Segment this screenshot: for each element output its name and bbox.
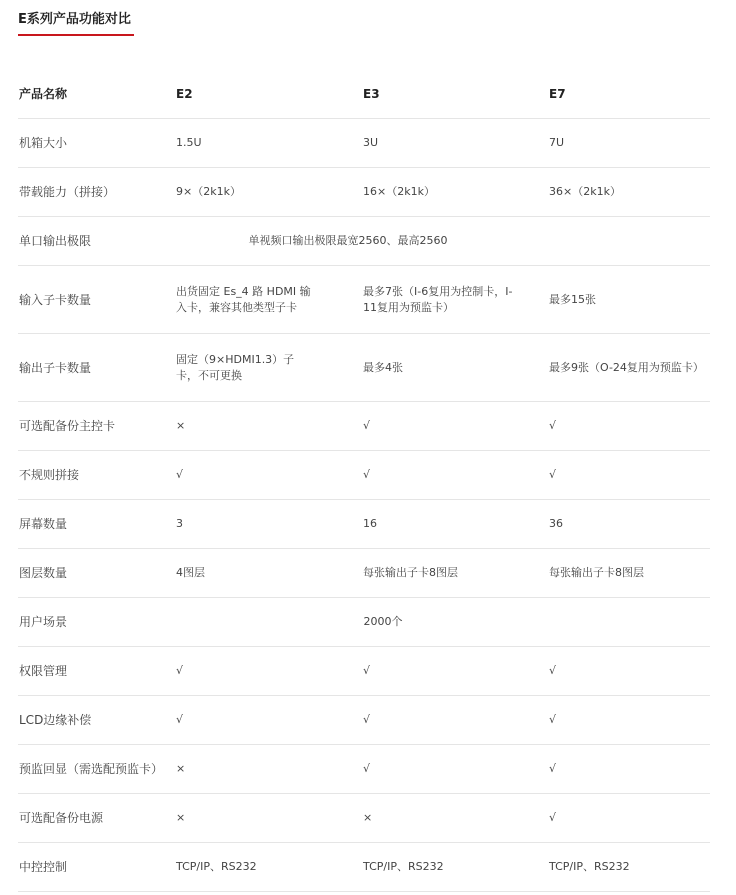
page-header	[18, 0, 134, 36]
header-cell-e3: E3	[363, 87, 380, 101]
cell-e2: ×	[176, 419, 186, 432]
row-label: 输出子卡数量	[19, 360, 92, 375]
header-cell-product-name: 产品名称	[19, 87, 68, 101]
cell-e2: 出货固定 Es_4 路 HDMI 输入卡，兼容其他类型子卡	[176, 284, 311, 314]
cell-e2: 1.5U	[176, 136, 202, 149]
cell-e2: 4图层	[176, 566, 205, 579]
cell-e7: 36	[549, 517, 563, 530]
cell-e3: √	[363, 664, 371, 677]
table-row	[18, 549, 710, 598]
table-row	[18, 402, 710, 451]
row-label: 单口输出极限	[19, 234, 92, 248]
cell-e7: 最多9张（O-24复用为预监卡）	[549, 360, 704, 374]
row-label: 权限管理	[19, 664, 68, 678]
table-row	[18, 334, 710, 402]
cell-e3: TCP/IP、RS232	[363, 860, 444, 873]
cell-e2: √	[176, 468, 184, 481]
cell-e7: √	[549, 664, 557, 677]
table-row	[18, 217, 710, 266]
row-label: 中控控制	[19, 860, 68, 874]
table-row	[18, 168, 710, 217]
row-label: 预监回显（需选配预监卡）	[19, 762, 164, 776]
cell-e7: √	[549, 811, 557, 824]
cell-e7: 36×（2k1k）	[549, 185, 621, 198]
row-label: 可选配备份主控卡	[19, 419, 116, 433]
row-label: 输入子卡数量	[19, 292, 92, 307]
row-label: 不规则拼接	[19, 468, 80, 482]
row-label: LCD边缘补偿	[19, 713, 92, 727]
cell-e7: 7U	[549, 136, 565, 149]
header-cell-e2: E2	[176, 87, 193, 101]
table-row	[18, 696, 710, 745]
table-row	[18, 451, 710, 500]
table-row	[18, 119, 710, 168]
cell-e7: √	[549, 468, 557, 481]
page-title: E系列产品功能对比	[18, 12, 131, 27]
cell-e2: 固定（9×HDMI1.3）子卡，不可更换	[176, 352, 295, 382]
cell-e3: ×	[363, 811, 373, 824]
cell-e3: 最多7张（I-6复用为控制卡，I-11复用为预监卡）	[363, 284, 513, 314]
cell-e3: 最多4张	[363, 360, 403, 374]
cell-e3: √	[363, 762, 371, 775]
header-cell-e7: E7	[549, 87, 566, 101]
cell-spanning: 2000个	[363, 615, 403, 628]
cell-e3: 每张输出子卡8图层	[363, 566, 458, 579]
cell-e3: 3U	[363, 136, 379, 149]
cell-e3: 16	[363, 517, 377, 530]
cell-e3: 16×（2k1k）	[363, 185, 435, 198]
row-label: 屏幕数量	[19, 517, 68, 531]
cell-spanning: 单视频口输出极限最宽2560、最高2560	[248, 234, 448, 247]
cell-e2: TCP/IP、RS232	[176, 860, 257, 873]
table-row	[18, 745, 710, 794]
table-row	[18, 598, 710, 647]
cell-e2: ×	[176, 811, 186, 824]
row-label: 图层数量	[19, 566, 68, 580]
table-row	[18, 843, 710, 892]
cell-e7: √	[549, 419, 557, 432]
table-row	[18, 794, 710, 843]
cell-e7: TCP/IP、RS232	[549, 860, 630, 873]
table-header-row	[18, 70, 710, 119]
table-row	[18, 500, 710, 549]
cell-e2: √	[176, 664, 184, 677]
cell-e3: √	[363, 468, 371, 481]
cell-e7: 每张输出子卡8图层	[549, 566, 644, 579]
cell-e2: ×	[176, 762, 186, 775]
cell-e7: √	[549, 762, 557, 775]
row-label: 用户场景	[19, 615, 68, 629]
row-label: 可选配备份电源	[19, 811, 104, 825]
table-row	[18, 647, 710, 696]
cell-e2: √	[176, 713, 184, 726]
cell-e2: 3	[176, 517, 183, 530]
comparison-table	[18, 70, 710, 892]
cell-e3: √	[363, 713, 371, 726]
cell-e3: √	[363, 419, 371, 432]
cell-e7: √	[549, 713, 557, 726]
table-row	[18, 266, 710, 334]
row-label: 机箱大小	[19, 136, 68, 150]
cell-e2: 9×（2k1k）	[176, 185, 241, 198]
title-underline	[18, 34, 134, 36]
row-label: 带载能力（拼接）	[19, 185, 116, 199]
cell-e7: 最多15张	[549, 292, 596, 306]
